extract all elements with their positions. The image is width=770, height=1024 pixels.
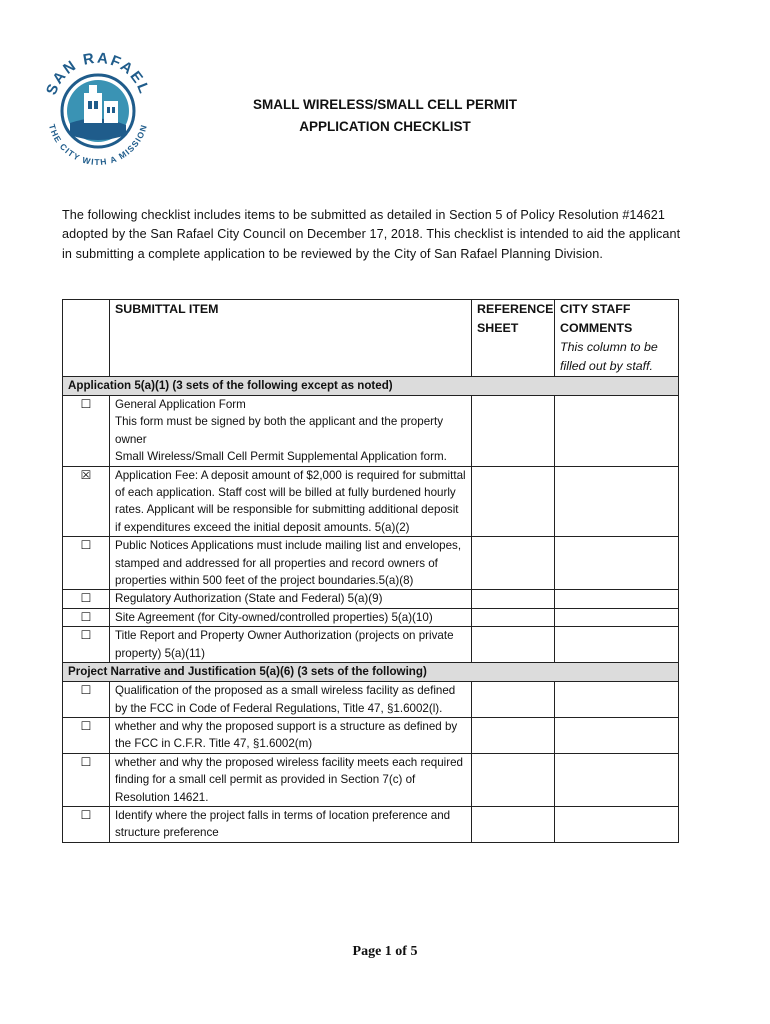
checkbox-cell — [63, 537, 110, 590]
checkbox-cell — [63, 753, 110, 806]
checkbox[interactable]: ☐ — [80, 754, 92, 769]
submittal-item-cell — [110, 753, 472, 806]
checkbox-cell — [63, 682, 110, 718]
staff-comments-cell[interactable] — [555, 590, 679, 608]
table-row — [63, 608, 679, 626]
table-row — [63, 396, 679, 467]
submittal-item-text: This form must be signed by both the applicant and the property owner — [115, 415, 444, 446]
staff-comments-cell[interactable] — [555, 608, 679, 626]
submittal-item-text: General Application Form — [115, 398, 246, 411]
reference-sheet-cell[interactable] — [472, 753, 555, 806]
submittal-item-text: Identify where the project falls in terms of location preference and structure preference — [115, 808, 451, 840]
reference-sheet-cell[interactable] — [472, 608, 555, 626]
title-line-2: APPLICATION CHECKLIST — [299, 119, 471, 134]
submittal-item-text: Public Notices Applications must include mailing list and envelopes, stamped and addressed for all properties and record owners of properties within 500 feet of the project boundaries.5(a)(8) — [115, 539, 462, 588]
checkbox[interactable]: ☐ — [80, 538, 92, 553]
submittal-item-text: Regulatory Authorization (State and Federal) 5(a)(9) — [115, 592, 383, 606]
table-row — [63, 590, 679, 608]
reference-sheet-cell[interactable] — [472, 537, 555, 590]
checked-checkbox[interactable]: ☒ — [80, 467, 92, 482]
page-number: Page 1 of 5 — [352, 944, 418, 959]
checkbox[interactable]: ☐ — [80, 591, 92, 606]
svg-text:SAN RAFAEL: SAN RAFAEL — [42, 49, 154, 98]
staff-comments-cell[interactable] — [555, 753, 679, 806]
submittal-item-text: whether and why the proposed support is a structure as defined by the FCC in C.F.R. Title 47, §1.6002(m) — [115, 719, 458, 751]
staff-comments-cell[interactable] — [555, 627, 679, 663]
intro-paragraph: The following checklist includes items to be submitted as detailed in Section 5 of Policy Resolution #14621 adopted by the San Rafael City Council on December 17, 2018. This checklist is intended to aid the applicant in submitting a complete application to be reviewed by the City of San Rafael Planning Division. — [62, 208, 681, 261]
checkbox-cell — [63, 396, 110, 467]
section-header-application: Application 5(a)(1) (3 sets of the following except as noted) — [63, 377, 679, 396]
title-line-1: SMALL WIRELESS/SMALL CELL PERMIT — [252, 97, 517, 112]
checkbox-cell — [63, 608, 110, 626]
checkbox[interactable]: ☐ — [80, 718, 92, 733]
table-row — [63, 466, 679, 537]
table-header-row — [63, 300, 679, 377]
header-city-staff-comments: CITY STAFF COMMENTS This column to be filled out by staff. — [555, 300, 679, 377]
san-rafael-logo — [40, 45, 156, 175]
submittal-item-cell — [110, 590, 472, 608]
reference-sheet-cell[interactable] — [472, 627, 555, 663]
reference-sheet-cell[interactable] — [472, 590, 555, 608]
table-row — [63, 806, 679, 842]
submittal-item-cell — [110, 682, 472, 718]
table-row — [63, 753, 679, 806]
table-row — [63, 717, 679, 753]
checkbox-cell — [63, 717, 110, 753]
submittal-item-text: Small Wireless/Small Cell Permit Supplemental Application form. — [115, 450, 447, 464]
table-row — [63, 682, 679, 718]
staff-comments-cell[interactable] — [555, 396, 679, 467]
svg-text:THE CITY WITH A MISSION: THE CITY WITH A MISSION — [46, 122, 150, 168]
staff-comments-cell[interactable] — [555, 466, 679, 537]
reference-sheet-cell[interactable] — [472, 466, 555, 537]
submittal-item-text: Qualification of the proposed as a small wireless facility as defined by the FCC in Code of Federal Regulations, Title 47, §1.6002(l). — [115, 684, 456, 715]
section-header-project-narrative: Project Narrative and Justification 5(a)(6) (3 sets of the following) — [63, 663, 679, 682]
table-row — [63, 627, 679, 663]
staff-comments-cell[interactable] — [555, 537, 679, 590]
staff-comments-cell[interactable] — [555, 717, 679, 753]
checkbox[interactable]: ☐ — [80, 609, 92, 624]
reference-sheet-cell[interactable] — [472, 806, 555, 842]
table-row — [63, 537, 679, 590]
header-checkbox-cell — [63, 300, 110, 377]
document-title — [180, 94, 590, 138]
submittal-item-text: Title Report and Property Owner Authorization (projects on private property) 5(a)(11) — [115, 629, 454, 660]
checkbox-cell — [63, 806, 110, 842]
reference-sheet-cell[interactable] — [472, 682, 555, 718]
staff-comments-cell[interactable] — [555, 682, 679, 718]
header-reference-sheet: REFERENCE SHEET — [472, 300, 555, 377]
submittal-item-text: whether and why the proposed wireless facility meets each required finding for a small cell permit as provided in Section 7(c) of Resolution 14621. — [115, 755, 463, 804]
checkbox-cell — [63, 466, 110, 537]
checkbox[interactable]: ☐ — [80, 628, 92, 643]
submittal-item-cell — [110, 396, 472, 467]
reference-sheet-cell[interactable] — [472, 717, 555, 753]
checklist-table — [62, 299, 679, 843]
checkbox[interactable]: ☐ — [80, 683, 92, 698]
header-submittal-item: SUBMITTAL ITEM — [110, 300, 472, 377]
submittal-item-text: Site Agreement (for City-owned/controlled properties) 5(a)(10) — [115, 610, 433, 624]
reference-sheet-cell[interactable] — [472, 396, 555, 467]
submittal-item-cell — [110, 537, 472, 590]
submittal-item-text: Application Fee: A deposit amount of $2,000 is required for submittal of each application. Staff cost will be billed at fully burdened hourly rates. Applicant will be responsible for submitting additional deposit if expenditures exceed the initial deposit amounts. 5(a)(2) — [115, 468, 466, 534]
submittal-item-cell — [110, 608, 472, 626]
checkbox-cell — [63, 627, 110, 663]
submittal-item-cell — [110, 466, 472, 537]
submittal-item-cell — [110, 717, 472, 753]
checkbox[interactable]: ☐ — [80, 397, 92, 411]
staff-comments-cell[interactable] — [555, 806, 679, 842]
checkbox[interactable]: ☐ — [80, 807, 92, 822]
submittal-item-cell — [110, 806, 472, 842]
checkbox-cell — [63, 590, 110, 608]
submittal-item-cell — [110, 627, 472, 663]
